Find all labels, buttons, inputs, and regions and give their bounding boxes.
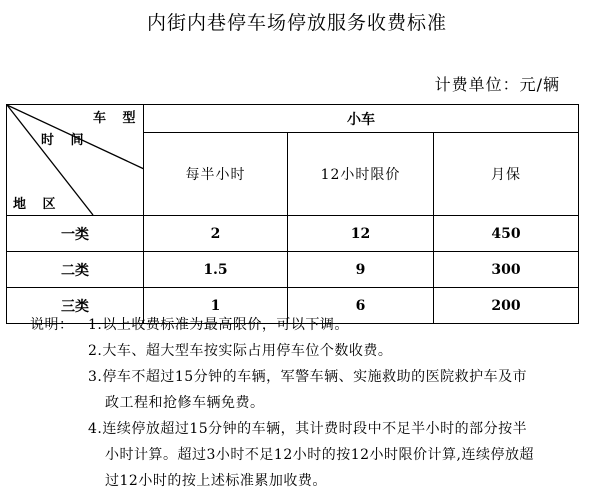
notes-heading: 说明： (30, 317, 74, 333)
fee-table (6, 104, 579, 324)
value-cell: 1 (144, 288, 288, 324)
column-header-half-hour: 每半小时 (144, 133, 288, 216)
table-corner-header (7, 105, 144, 216)
note-line: 连续停放超过15分钟的车辆，其计费时段中不足半小时的部分按半 (102, 421, 528, 437)
note-continuation: 小时计算。超过3小时不足12小时的按12小时限价计算,连续停放超 (105, 447, 534, 463)
note-number: 2. (88, 343, 103, 359)
corner-region: 地 区 (13, 197, 62, 212)
value-cell: 200 (434, 288, 579, 324)
note-item (88, 338, 392, 364)
note-number: 4. (88, 421, 103, 437)
note-item (88, 364, 527, 390)
corner-car-type: 车 型 (93, 111, 142, 126)
page-title: 内街内巷停车场停放服务收费标准 (146, 12, 447, 34)
value-cell: 300 (434, 252, 579, 288)
column-header-monthly: 月保 (434, 133, 579, 216)
note-continuation: 过12小时的按上述标准累加收费。 (105, 473, 327, 489)
note-line: 以上收费标准为最高限价，可以下调。 (102, 317, 349, 333)
value-cell: 12 (288, 216, 434, 252)
note-number: 1. (88, 317, 103, 333)
region-cell: 三类 (7, 288, 144, 324)
vehicle-class-header: 小车 (144, 105, 579, 133)
value-cell: 450 (434, 216, 579, 252)
value-cell: 1.5 (144, 252, 288, 288)
value-cell: 2 (144, 216, 288, 252)
billing-unit: 计费单位：元/辆 (434, 75, 560, 94)
note-continuation: 政工程和抢修车辆免费。 (105, 395, 265, 411)
note-number: 3. (88, 369, 103, 385)
note-line: 大车、超大型车按实际占用停车位个数收费。 (102, 343, 393, 359)
note-line: 停车不超过15分钟的车辆，军警车辆、实施救助的医院救护车及市 (102, 369, 528, 385)
value-cell: 6 (288, 288, 434, 324)
table-row (7, 252, 579, 288)
corner-time: 时 间 (41, 133, 90, 148)
region-cell: 一类 (7, 216, 144, 252)
region-cell: 二类 (7, 252, 144, 288)
column-header-12h-cap: 12小时限价 (288, 133, 434, 216)
table-row (7, 216, 579, 252)
note-item (88, 312, 349, 338)
note-item (88, 416, 527, 442)
value-cell: 9 (288, 252, 434, 288)
